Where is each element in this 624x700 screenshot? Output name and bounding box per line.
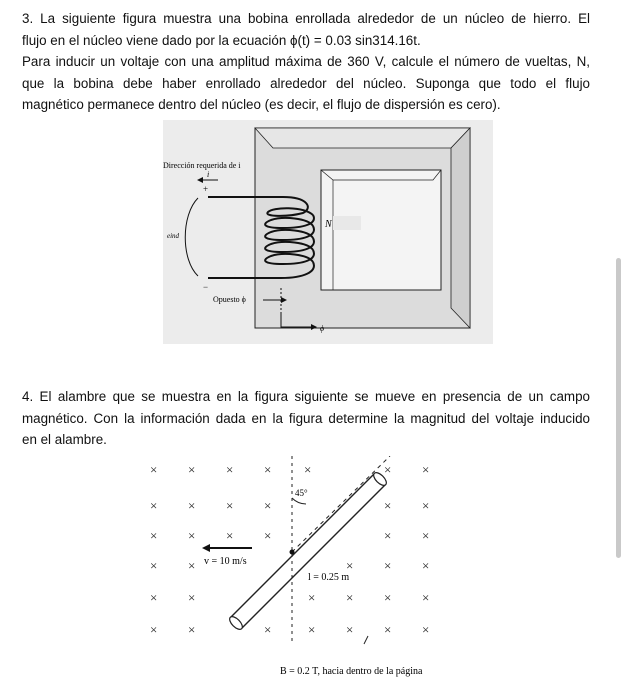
field-cross: ×: [384, 558, 392, 573]
vertical-scrollbar[interactable]: [616, 258, 621, 558]
field-cross: ×: [150, 590, 158, 605]
field-cross: ×: [226, 462, 234, 477]
field-cross: ×: [150, 462, 158, 477]
problem-3-line-2-text: flujo en el núcleo viene dado por la ecuación ϕ(t) = 0.03 sin314.16t.: [22, 32, 421, 48]
field-cross: ×: [346, 558, 354, 573]
label-opposite-phi: Opuesto ϕ: [213, 295, 246, 304]
problem-3-line-2: [22, 30, 590, 52]
problem-4-line-1: 4. El alambre que se muestra en la figura siguiente se mueve en presencia de un campo: [22, 389, 590, 404]
wire-end-tick: [364, 636, 368, 644]
core-right-face: [451, 128, 470, 328]
field-cross: ×: [188, 462, 196, 477]
problem-4-line-2: magnético. Con la información dada en la figura determine la magnitud del voltaje inducido: [22, 410, 590, 426]
field-cross: ×: [264, 528, 272, 543]
field-cross: ×: [384, 462, 392, 477]
field-cross: ×: [422, 590, 430, 605]
velocity-arrowhead: [202, 544, 210, 552]
field-cross: ×: [226, 498, 234, 513]
field-crosses: [150, 462, 429, 637]
moving-wire-figure: [140, 456, 470, 686]
angle-arc: [292, 498, 306, 504]
field-cross: ×: [150, 498, 158, 513]
field-cross: ×: [308, 622, 316, 637]
moving-wire: [228, 471, 392, 632]
field-cross: ×: [384, 590, 392, 605]
field-cross: ×: [422, 622, 430, 637]
iron-core-coil-figure: [163, 120, 493, 344]
velocity-label: v = 10 m/s: [204, 556, 247, 567]
field-cross: ×: [384, 498, 392, 513]
field-cross: ×: [188, 590, 196, 605]
field-cross: ×: [264, 622, 272, 637]
field-cross: ×: [422, 558, 430, 573]
field-cross: ×: [346, 622, 354, 637]
label-i: i: [207, 170, 210, 179]
field-cross: ×: [264, 498, 272, 513]
field-cross: ×: [150, 622, 158, 637]
problem-3-line-3: Para inducir un voltaje con una amplitud máxima de 360 V, calcule el número de vueltas, N,: [22, 54, 590, 69]
core-top-face: [255, 128, 470, 148]
field-label: B = 0.2 T, hacia dentro de la página: [280, 666, 423, 677]
field-cross: ×: [384, 528, 392, 543]
field-cross: ×: [422, 528, 430, 543]
field-cross: ×: [188, 498, 196, 513]
label-phi: ϕ: [320, 324, 325, 333]
problem-3-line-1: 3. La siguiente figura muestra una bobina enrollada alrededor de un núcleo de hierro. El: [22, 11, 590, 26]
label-direction-i: Dirección requerida de i: [163, 161, 241, 170]
wire-center-dot: [290, 550, 295, 555]
field-cross: ×: [188, 558, 196, 573]
problem-3-line-5: magnético permanece dentro del núcleo (es decir, el flujo de dispersión es cero).: [22, 97, 501, 112]
field-cross: ×: [422, 498, 430, 513]
field-cross: ×: [150, 558, 158, 573]
field-cross: ×: [264, 462, 272, 477]
field-cross: ×: [188, 528, 196, 543]
field-cross: ×: [346, 590, 354, 605]
label-eind: eind: [167, 232, 180, 240]
problem-4-line-3: en el alambre.: [22, 432, 107, 447]
label-minus: −: [203, 282, 209, 292]
field-cross: ×: [422, 462, 430, 477]
n-label: N: [325, 219, 332, 230]
angle-label: 45°: [295, 488, 308, 498]
field-cross: ×: [188, 622, 196, 637]
label-plus: +: [203, 184, 209, 194]
field-cross: ×: [308, 590, 316, 605]
n-label-box: [333, 216, 361, 230]
problem-3-line-4: que la bobina debe haber enrollado alrededor del núcleo. Suponga que todo el flujo: [22, 75, 590, 91]
problem-3-statement: [22, 8, 590, 116]
field-cross: ×: [304, 462, 312, 477]
field-cross: ×: [384, 622, 392, 637]
field-cross: ×: [150, 528, 158, 543]
field-cross: ×: [226, 528, 234, 543]
problem-4-statement: [22, 386, 590, 451]
length-label: l = 0.25 m: [308, 572, 350, 583]
